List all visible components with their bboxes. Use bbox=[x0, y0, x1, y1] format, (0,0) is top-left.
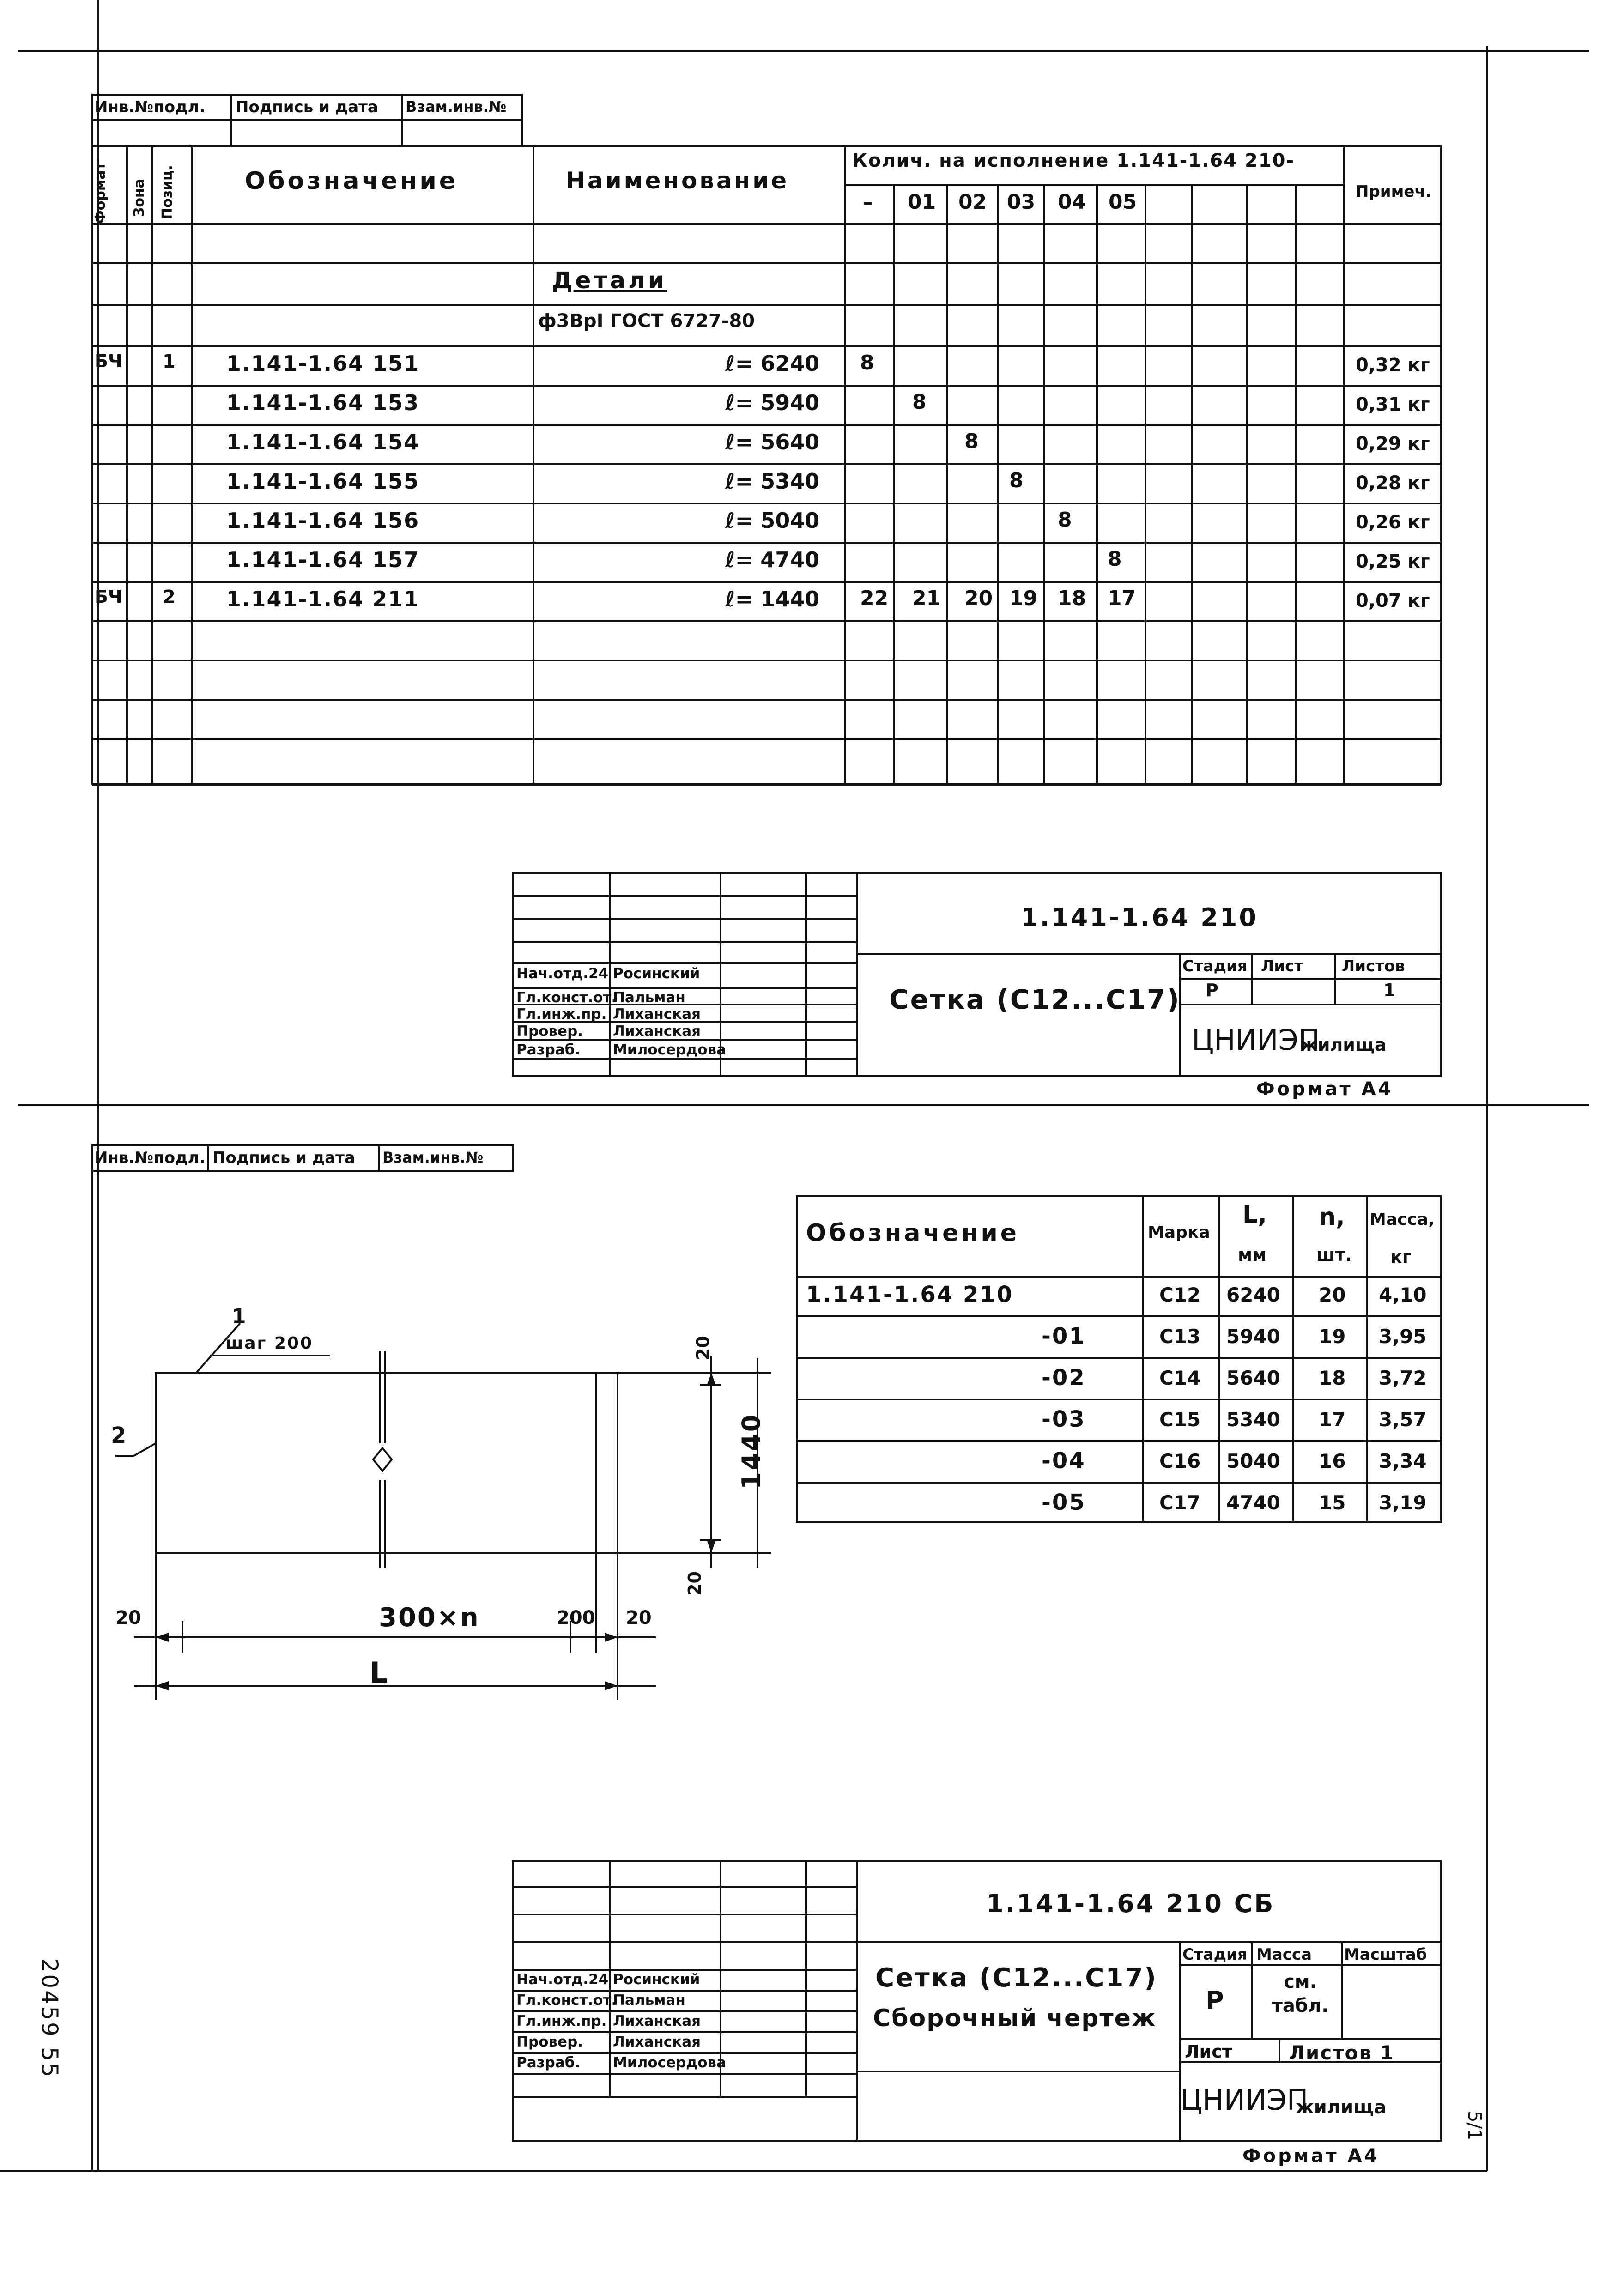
staff-role: Провер. bbox=[516, 2034, 583, 2050]
sheet2-stage: Р bbox=[1206, 1986, 1224, 2015]
tbl-row-mark: С16 bbox=[1159, 1450, 1201, 1472]
stamp-replace-inv: Взам.инв.№ bbox=[406, 98, 507, 115]
row-note: 0,28 кг bbox=[1356, 472, 1430, 494]
dim-L: L bbox=[370, 1656, 388, 1689]
dim-20-top: 20 bbox=[693, 1336, 713, 1360]
dim-200: 200 bbox=[557, 1607, 595, 1629]
tbl-row-designation: -04 bbox=[1042, 1448, 1086, 1474]
sheet1-stage: Р bbox=[1206, 980, 1218, 1000]
tbl-row-n: 18 bbox=[1319, 1367, 1346, 1389]
col-pos-header: Позиц. bbox=[159, 165, 176, 219]
tbl-row-mark: С14 bbox=[1159, 1367, 1201, 1389]
staff-role: Гл.инж.пр. bbox=[516, 2013, 607, 2029]
sheet2-sheet-label: Лист bbox=[1185, 2041, 1232, 2062]
staff-role: Провер. bbox=[516, 1023, 583, 1040]
row-designation: 1.141-1.64 157 bbox=[226, 547, 420, 572]
corner-mark: 5/1 bbox=[1464, 2111, 1485, 2141]
qty-variant-base: – bbox=[863, 190, 873, 214]
tbl-row-designation: -02 bbox=[1042, 1365, 1086, 1391]
row-designation: 1.141-1.64 155 bbox=[226, 469, 420, 494]
tbl-row-mass: 3,57 bbox=[1379, 1408, 1427, 1431]
row-qty-cell: 8 bbox=[1108, 547, 1122, 571]
tbl-row-n: 15 bbox=[1319, 1491, 1346, 1514]
row-note: 0,26 кг bbox=[1356, 512, 1430, 533]
sheet2-format: Формат А4 bbox=[1242, 2145, 1380, 2167]
staff-role: Разраб. bbox=[516, 2054, 581, 2071]
dim-20-bottom: 20 bbox=[685, 1571, 705, 1596]
qty-variant-04: 04 bbox=[1058, 190, 1086, 214]
row-length: ℓ= 5040 bbox=[725, 508, 820, 533]
tbl-row-mark: С12 bbox=[1159, 1284, 1201, 1306]
leader-pos-1: 1 bbox=[232, 1305, 246, 1328]
mesh-step: шаг 200 bbox=[225, 1334, 314, 1353]
row-length: ℓ= 4740 bbox=[725, 547, 820, 572]
sheet1-stage-label: Стадия bbox=[1182, 957, 1248, 975]
sheet2-doc-code: 1.141-1.64 210 СБ bbox=[986, 1889, 1275, 1918]
material-spec: ф3ВрI ГОСТ 6727-80 bbox=[538, 310, 755, 332]
staff-role: Нач.отд.24 bbox=[516, 965, 609, 982]
staff-name: Лиханская bbox=[613, 2013, 701, 2029]
sheet1-sheets-label: Листов bbox=[1342, 957, 1405, 975]
tbl-row-n: 16 bbox=[1319, 1450, 1346, 1472]
tbl-row-designation: -05 bbox=[1042, 1490, 1086, 1515]
leader-pos-2: 2 bbox=[111, 1423, 127, 1448]
tbl-row-mark: С17 bbox=[1159, 1491, 1201, 1514]
tbl-row-L: 5040 bbox=[1226, 1450, 1280, 1472]
sheet1-sheets: 1 bbox=[1383, 980, 1396, 1000]
dim-300n: 300×n bbox=[379, 1603, 480, 1633]
row-note: 0,25 кг bbox=[1356, 551, 1430, 572]
col-name-header: Наименование bbox=[566, 167, 789, 194]
tbl-row-mass: 3,34 bbox=[1379, 1450, 1427, 1472]
tbl-col-mass-unit: кг bbox=[1390, 1247, 1412, 1267]
tbl-row-L: 6240 bbox=[1226, 1284, 1280, 1306]
row-format: БЧ bbox=[95, 587, 122, 607]
row-qty-cell: 8 bbox=[1009, 469, 1024, 492]
tbl-row-L: 4740 bbox=[1226, 1491, 1280, 1514]
row-note: 0,29 кг bbox=[1356, 433, 1430, 454]
row-length: ℓ= 6240 bbox=[725, 351, 820, 376]
sheet2-mass-label: Масса bbox=[1256, 1945, 1312, 1964]
staff-name: Лиханская bbox=[613, 1006, 701, 1023]
row-qty-cell: 8 bbox=[912, 390, 927, 414]
row-qty-cell: 8 bbox=[964, 430, 979, 453]
staff-role: Нач.отд.24 bbox=[516, 1971, 609, 1988]
tbl-col-mass: Масса, bbox=[1369, 1210, 1435, 1229]
row-note: 0,31 кг bbox=[1356, 394, 1430, 415]
row-qty-cell: 8 bbox=[860, 351, 874, 375]
row-length: ℓ= 5940 bbox=[725, 390, 820, 415]
staff-name: Росинский bbox=[613, 965, 700, 982]
side-number: 20459 55 bbox=[36, 1958, 62, 2079]
col-format-header: Формат bbox=[92, 162, 109, 224]
row-qty-cell: 8 bbox=[1058, 508, 1072, 532]
sheet2-mass-value: см. табл. bbox=[1272, 1971, 1329, 2016]
staff-role: Гл.конст.от. bbox=[516, 989, 617, 1006]
row-length: ℓ= 5340 bbox=[725, 469, 820, 494]
row-qty-cell: 18 bbox=[1058, 587, 1086, 610]
row-designation: 1.141-1.64 156 bbox=[226, 508, 420, 533]
row-position: 2 bbox=[163, 587, 176, 608]
sheet1-format: Формат А4 bbox=[1256, 1078, 1394, 1100]
tbl-row-mark: С13 bbox=[1159, 1325, 1201, 1348]
row-length: ℓ= 1440 bbox=[725, 587, 820, 612]
staff-name: Милосердова bbox=[613, 2054, 727, 2071]
row-designation: 1.141-1.64 151 bbox=[226, 351, 420, 376]
tbl-col-n: n, bbox=[1319, 1203, 1345, 1231]
tbl-row-L: 5940 bbox=[1226, 1325, 1280, 1348]
sheet2-sheets-label: Листов 1 bbox=[1289, 2041, 1394, 2064]
tbl-row-n: 19 bbox=[1319, 1325, 1346, 1348]
row-designation: 1.141-1.64 153 bbox=[226, 390, 420, 415]
tbl-row-mark: С15 bbox=[1159, 1408, 1201, 1431]
sheet1-org-suffix: жилища bbox=[1300, 1035, 1387, 1055]
staff-name: Пальман bbox=[613, 989, 685, 1006]
staff-name: Лиханская bbox=[613, 2034, 701, 2050]
dim-20-right: 20 bbox=[626, 1607, 652, 1629]
staff-name: Пальман bbox=[613, 1992, 685, 2009]
row-format: БЧ bbox=[95, 351, 122, 371]
row-note: 0,32 кг bbox=[1356, 355, 1430, 376]
sheet2-scale-label: Масштаб bbox=[1344, 1945, 1427, 1964]
sheet2-title-1: Сетка (С12...С17) bbox=[875, 1963, 1157, 1993]
col-zone-header: Зона bbox=[131, 179, 147, 217]
row-qty-cell: 17 bbox=[1108, 587, 1136, 610]
sheet1-org: ЦНИИЭП bbox=[1192, 1023, 1320, 1057]
qty-variant-01: 01 bbox=[908, 190, 936, 214]
tbl-row-mass: 4,10 bbox=[1379, 1284, 1427, 1306]
sheet2-title-2: Сборочный чертеж bbox=[873, 2004, 1157, 2032]
col-note-header: Примеч. bbox=[1356, 182, 1431, 201]
sheet2-org-suffix: жилища bbox=[1296, 2097, 1387, 2118]
staff-name: Росинский bbox=[613, 1971, 700, 1988]
row-designation: 1.141-1.64 154 bbox=[226, 430, 420, 454]
tbl-row-L: 5640 bbox=[1226, 1367, 1280, 1389]
tbl-row-mass: 3,72 bbox=[1379, 1367, 1427, 1389]
col-qty-title: Колич. на исполнение 1.141-1.64 210- bbox=[852, 150, 1295, 171]
qty-variant-02: 02 bbox=[958, 190, 987, 214]
sheet1-sheet-label: Лист bbox=[1261, 957, 1303, 975]
qty-variant-03: 03 bbox=[1007, 190, 1036, 214]
staff-role: Разраб. bbox=[516, 1042, 581, 1058]
sheet2-stage-label: Стадия bbox=[1182, 1945, 1248, 1964]
sheet1-title: Сетка (С12...С17) bbox=[889, 984, 1181, 1015]
stamp2-inv-no: Инв.№подл. bbox=[95, 1149, 206, 1167]
sheet2-org: ЦНИИЭП bbox=[1180, 2083, 1309, 2117]
row-qty-cell: 19 bbox=[1009, 587, 1038, 610]
tbl-row-n: 20 bbox=[1319, 1284, 1346, 1306]
tbl-row-mass: 3,19 bbox=[1379, 1491, 1427, 1514]
sheet1-doc-code: 1.141-1.64 210 bbox=[1021, 903, 1258, 932]
tbl-row-n: 17 bbox=[1319, 1408, 1346, 1431]
row-qty-cell: 22 bbox=[860, 587, 889, 610]
tbl-col-designation: Обозначение bbox=[806, 1219, 1020, 1247]
stamp2-replace-inv: Взам.инв.№ bbox=[382, 1149, 484, 1166]
tbl-row-mass: 3,95 bbox=[1379, 1325, 1427, 1348]
row-length: ℓ= 5640 bbox=[725, 430, 820, 454]
tbl-col-L-unit: мм bbox=[1238, 1245, 1267, 1265]
row-qty-cell: 21 bbox=[912, 587, 941, 610]
row-note: 0,07 кг bbox=[1356, 590, 1430, 612]
tbl-row-designation: 1.141-1.64 210 bbox=[806, 1282, 1014, 1308]
tbl-col-n-unit: шт. bbox=[1316, 1245, 1352, 1265]
dim-20-left: 20 bbox=[115, 1607, 141, 1629]
dim-1440: 1440 bbox=[737, 1412, 766, 1490]
row-designation: 1.141-1.64 211 bbox=[226, 587, 420, 612]
stamp2-signature-date: Подпись и дата bbox=[212, 1149, 355, 1167]
staff-role: Гл.инж.пр. bbox=[516, 1006, 607, 1023]
col-designation-header: Обозначение bbox=[245, 167, 459, 195]
staff-name: Милосердова bbox=[613, 1042, 727, 1058]
row-qty-cell: 20 bbox=[964, 587, 993, 610]
tbl-row-designation: -03 bbox=[1042, 1406, 1086, 1432]
qty-variant-05: 05 bbox=[1109, 190, 1137, 214]
section-title: Детали bbox=[552, 267, 667, 294]
stamp-signature-date: Подпись и дата bbox=[236, 98, 378, 116]
stamp-inv-no: Инв.№подл. bbox=[95, 98, 206, 116]
tbl-col-L: L, bbox=[1242, 1201, 1267, 1229]
tbl-col-mark: Марка bbox=[1148, 1223, 1210, 1242]
staff-role: Гл.конст.от. bbox=[516, 1992, 617, 2009]
tbl-row-L: 5340 bbox=[1226, 1408, 1280, 1431]
tbl-row-designation: -01 bbox=[1042, 1323, 1086, 1349]
staff-name: Лиханская bbox=[613, 1023, 701, 1040]
row-position: 1 bbox=[163, 351, 176, 372]
